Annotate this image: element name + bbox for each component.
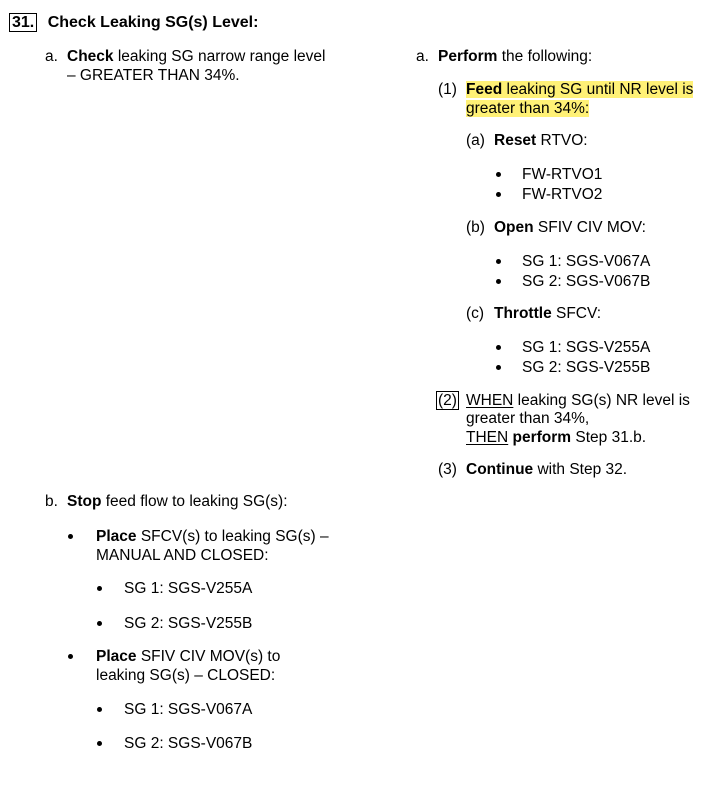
left-a-line2: – GREATER THAN 34%. xyxy=(67,67,240,84)
right-s1-line1 xyxy=(466,80,693,99)
right-sb-item2: SG 2: SGS-V067B xyxy=(522,273,651,290)
step-header xyxy=(12,13,258,32)
bullet-icon xyxy=(496,365,501,370)
right-sc-item2: SG 2: SGS-V255B xyxy=(522,359,651,376)
right-sb-text: SFIV CIV MOV: xyxy=(533,219,646,236)
right-a-text: the following: xyxy=(497,48,593,65)
right-s3-num: (3) xyxy=(438,461,457,478)
left-b-verb: Stop xyxy=(67,493,102,510)
bullet-icon xyxy=(496,345,501,350)
bullet-icon xyxy=(68,654,73,659)
right-s2-when: WHEN xyxy=(466,392,514,409)
right-s2-line1 xyxy=(466,391,690,410)
left-b-item2-sub1: SG 1: SGS-V067A xyxy=(124,701,253,718)
right-sa-item1: FW-RTVO1 xyxy=(522,166,603,183)
left-b-item1-sub1: SG 1: SGS-V255A xyxy=(124,580,253,597)
right-sc-letter: (c) xyxy=(466,305,485,322)
right-s1-line2 xyxy=(466,99,589,118)
right-sc-text: SFCV: xyxy=(551,305,602,322)
bullet-icon xyxy=(496,192,501,197)
left-b-letter: b. xyxy=(45,493,58,510)
bullet-icon xyxy=(496,259,501,264)
left-a-letter: a. xyxy=(45,48,58,65)
left-b-item2-text: SFIV CIV MOV(s) to xyxy=(136,648,281,665)
right-s3-text: with Step 32. xyxy=(533,461,628,478)
right-a-verb: Perform xyxy=(438,48,498,65)
right-s2-line2: greater than 34%, xyxy=(466,410,590,427)
right-sb-item1: SG 1: SGS-V067A xyxy=(522,253,651,270)
right-s2-then: THEN xyxy=(466,429,509,446)
right-sb-letter: (b) xyxy=(466,219,485,236)
right-sc-item1: SG 1: SGS-V255A xyxy=(522,339,651,356)
step-title: Check Leaking SG(s) Level: xyxy=(47,14,259,31)
right-s1-text: leaking SG until NR level is xyxy=(502,81,694,98)
bullet-icon xyxy=(496,279,501,284)
right-s2-num-text: (2) xyxy=(438,392,457,409)
right-sa-verb: Reset xyxy=(494,132,537,149)
bullet-icon xyxy=(97,707,102,712)
right-sa-text: RTVO: xyxy=(536,132,588,149)
left-b-item1-sub2: SG 2: SGS-V255B xyxy=(124,615,253,632)
left-b-item2-line1 xyxy=(96,647,280,666)
right-s3-verb: Continue xyxy=(466,461,534,478)
left-a-verb: Check xyxy=(67,48,114,65)
left-a-line1-text: leaking SG narrow range level xyxy=(113,48,326,65)
right-s1-num: (1) xyxy=(438,81,457,98)
right-sa-item2: FW-RTVO2 xyxy=(522,186,603,203)
left-b-item1-line1 xyxy=(96,527,329,546)
right-sc-line xyxy=(494,304,601,323)
step-number: 31. xyxy=(9,13,37,32)
left-b-item2-line2: leaking SG(s) – CLOSED: xyxy=(96,667,276,684)
bullet-icon xyxy=(97,586,102,591)
right-sa-line xyxy=(494,131,588,150)
right-s2-line3 xyxy=(466,428,646,447)
right-s2-num xyxy=(436,391,459,410)
left-b-item2-verb: Place xyxy=(96,648,137,665)
left-b-item1-line2: MANUAL AND CLOSED: xyxy=(96,547,269,564)
right-s1-verb: Feed xyxy=(466,81,503,98)
right-s2-verb: perform xyxy=(512,429,572,446)
right-sb-line xyxy=(494,218,646,237)
left-b-item2-sub2: SG 2: SGS-V067B xyxy=(124,735,253,752)
left-b-text: feed flow to leaking SG(s): xyxy=(101,493,288,510)
left-a-line1 xyxy=(67,47,325,66)
bullet-icon xyxy=(68,534,73,539)
right-s2-line3-text: Step 31.b. xyxy=(571,429,647,446)
bullet-icon xyxy=(496,172,501,177)
left-b-line xyxy=(67,492,288,511)
right-sb-verb: Open xyxy=(494,219,534,236)
bullet-icon xyxy=(97,741,102,746)
right-sa-letter: (a) xyxy=(466,132,485,149)
bullet-icon xyxy=(97,621,102,626)
highlight xyxy=(466,81,693,98)
right-a-line xyxy=(438,47,592,66)
right-sc-verb: Throttle xyxy=(494,305,552,322)
right-s1-line2-text: greater than 34%: xyxy=(466,100,590,117)
left-b-item1-text: SFCV(s) to leaking SG(s) – xyxy=(136,528,329,545)
left-b-item1-verb: Place xyxy=(96,528,137,545)
right-a-letter: a. xyxy=(416,48,429,65)
right-s2-line1-text: leaking SG(s) NR level is xyxy=(513,392,690,409)
right-s3-line xyxy=(466,460,627,479)
